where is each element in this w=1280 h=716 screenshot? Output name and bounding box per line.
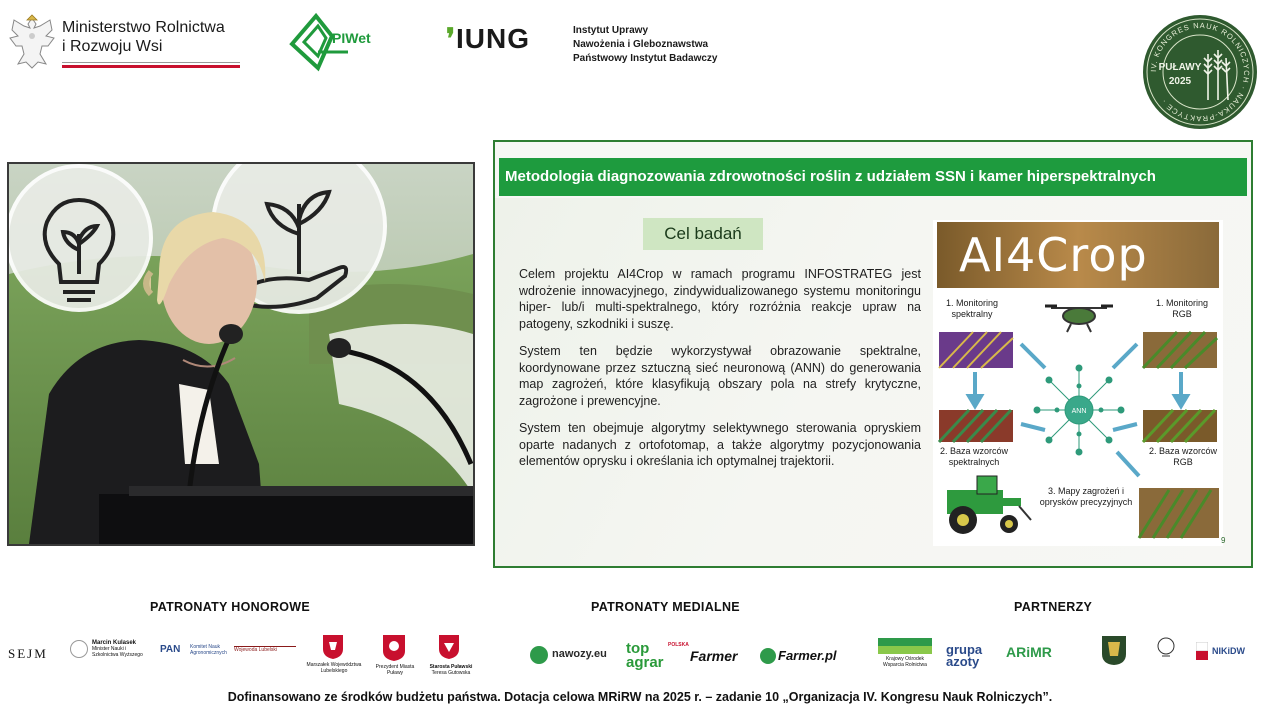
- label-monitoring-rgb-line1: 1. Monitoring: [1155, 298, 1209, 308]
- starosta-label: Starosta Puławski: [429, 664, 473, 670]
- label-monitoring-spectral-line2: spektralny: [951, 309, 993, 319]
- label-monitoring-spectral: [937, 298, 1007, 320]
- topagrar-country: POLSKA: [668, 642, 689, 648]
- farmer-pl-logo: Farmer.pl: [778, 648, 837, 663]
- label-monitoring-spectral-line1: 1. Monitoring: [945, 298, 999, 308]
- field-image-spectral-1: [939, 332, 1013, 368]
- pan-committee: Komitet Nauk Agronomicznych: [190, 644, 227, 656]
- label-base-spectral-line1: 2. Baza wzorców: [939, 446, 1009, 456]
- media-logos-row: [520, 630, 840, 676]
- starosta-name: Teresa Gutowska: [431, 670, 471, 676]
- kowr-logo: Krajowy Ośrodek Wsparcia Rolnictwa: [883, 656, 927, 668]
- powiat-coat-of-arms-icon: [438, 634, 460, 660]
- kongres-city: PUŁAWY: [1158, 62, 1202, 73]
- city-coat-of-arms-icon: [382, 634, 406, 662]
- slide-page-number: 9: [1221, 536, 1226, 545]
- iung-line3: Państwowy Instytut Badawczy: [573, 53, 718, 64]
- label-base-spectral-line2: spektralnych: [948, 457, 1000, 467]
- ai4crop-banner: AI4Crop: [937, 222, 1219, 288]
- university-crest-icon: [1100, 634, 1128, 666]
- presentation-slide: [493, 140, 1253, 568]
- kowr-icon: [878, 638, 932, 654]
- ministry-seal-icon: [1156, 636, 1176, 662]
- label-base-rgb-line1: 2. Baza wzorców: [1148, 446, 1218, 456]
- label-base-spectral: [933, 446, 1015, 468]
- starosta-logo: [424, 664, 478, 676]
- piwet-logo: [288, 12, 398, 74]
- piwet-name: PIWet: [332, 30, 371, 46]
- ministry-name-line2: i Rozwoju Wsi: [62, 38, 163, 55]
- ministry-name-line1: Ministerstwo Rolnictwa: [62, 19, 225, 36]
- goal-label: Cel badań: [643, 218, 763, 250]
- microphone-head-icon: [219, 324, 243, 344]
- slide-paragraph-1: Celem projektu AI4Crop w ramach programu INFOSTRATEG jest wdrożenie innowacyjnego, zindywidualizowanego systemu monitoringu hiper- lub/i multi-spektralnego, który rozróżnia reakcje upraw na patogeny, szkodniki i suszę.: [519, 267, 921, 331]
- nawozy-icon: [530, 646, 548, 664]
- label-maps: [1031, 486, 1141, 508]
- farmer-logo: Farmer: [690, 648, 738, 664]
- iung-logo: [446, 16, 736, 72]
- label-base-rgb: [1143, 446, 1223, 468]
- ann-label: ANN: [1071, 408, 1087, 415]
- field-image-rgb-2: [1143, 410, 1217, 442]
- kongres-year: 2025: [1168, 76, 1192, 87]
- speaker-video-image: [9, 164, 473, 544]
- label-maps-line1: 3. Mapy zagrożeń i: [1047, 486, 1125, 496]
- partner-logos-row: [870, 630, 1270, 676]
- arimr-logo: ARiMR: [1006, 644, 1052, 660]
- sejm-logo: SEJM: [8, 646, 48, 661]
- iung-line2: Nawożenia i Gleboznawstwa: [573, 39, 709, 50]
- nikidw-logo: NIKiDW: [1212, 646, 1245, 656]
- slide-paragraph-3: System ten obejmuje algorytmy selektywnego sterowania opryskiem oparte nadanych z ortofotomap, a także algorytmy pozycjonowania elementów oprysku i określania ich optymalnej trajektorii.: [519, 421, 921, 468]
- iung-wordmark: [446, 22, 530, 55]
- label-maps-line2: oprysków precyzyjnych: [1039, 497, 1133, 507]
- label-base-rgb-line2: RGB: [1173, 457, 1193, 467]
- minister-name: Marcin Kulasek: [92, 640, 137, 646]
- honorary-logos-row: [0, 630, 480, 676]
- partners-title: PARTNERZY: [1014, 600, 1093, 614]
- minister-title: Minister Nauki i Szkolnictwa Wyższego: [92, 646, 143, 658]
- slide-title: Metodologia diagnozowania zdrowotności roślin z udziałem SSN i kamer hiperspektralnych: [499, 158, 1247, 196]
- field-image-precision: [1139, 488, 1219, 538]
- topagrar-logo: top agrar: [626, 640, 664, 671]
- media-patronage-title: PATRONATY MEDIALNE: [591, 600, 740, 614]
- eagle-emblem-icon: [6, 14, 58, 70]
- grupa-azoty-logo: grupa azoty: [946, 642, 983, 669]
- field-image-spectral-2: [939, 410, 1013, 442]
- coat-of-arms-icon: [322, 634, 344, 660]
- ministry-name: [62, 18, 225, 56]
- eagle-small-icon: [70, 640, 88, 658]
- nawozy-logo: nawozy.eu: [552, 648, 607, 660]
- tractor-icon: [947, 476, 1031, 534]
- iung-leaf-icon: ❜: [446, 23, 457, 54]
- slide-body-text: [519, 266, 921, 481]
- header-logos: [0, 0, 1280, 140]
- kongres-ring-text: IV. KONGRES NAUK ROLNICZYCH · NAUKA-PRAKTYCE ·: [1148, 20, 1252, 124]
- field-image-rgb-1: [1143, 332, 1217, 368]
- label-monitoring-rgb-line2: RGB: [1172, 309, 1192, 319]
- wojewoda-logo: Wojewoda Lubelski: [234, 646, 296, 653]
- funding-statement: Dofinansowano ze środków budżetu państwa. Dotacja celowa MRiRW na 2025 r. – zadanie 10 „Organizacja IV. Kongresu Nauk Rolniczych”.: [227, 690, 1053, 704]
- prezydent-label: Prezydent Miasta Puławy: [375, 664, 415, 676]
- pan-logo: PAN: [160, 644, 181, 655]
- speaker-video-feed: [7, 162, 475, 546]
- nikidw-flag-icon: [1196, 642, 1208, 660]
- ai4crop-figure: [933, 220, 1226, 546]
- farmer-pl-icon: [760, 648, 776, 664]
- ministry-logo: [6, 14, 246, 74]
- iung-institute-name: [573, 24, 717, 66]
- drone-icon: [1045, 306, 1113, 332]
- iung-line1: Instytut Uprawy: [573, 25, 649, 36]
- ministry-flag-bar: [62, 62, 240, 68]
- kongres-seal-logo: [1142, 14, 1258, 130]
- iung-wordmark-text: IUNG: [456, 23, 531, 54]
- slide-paragraph-2: System ten będzie wykorzystywał obrazowanie spektralne, koordynowane przez sztuczną sieć neuronową (ANN) do generowania map zagrożeń, które klasyfikują obszary pola na strefy krytyczne, zagrożone i prewencyjne.: [519, 344, 921, 408]
- minister-logo: [92, 640, 152, 658]
- label-monitoring-rgb: [1147, 298, 1217, 320]
- marszalek-label: Marszałek Województwa Lubelskiego: [306, 662, 362, 674]
- lectern: [99, 494, 473, 544]
- honorary-patronage-title: PATRONATY HONOROWE: [150, 600, 311, 614]
